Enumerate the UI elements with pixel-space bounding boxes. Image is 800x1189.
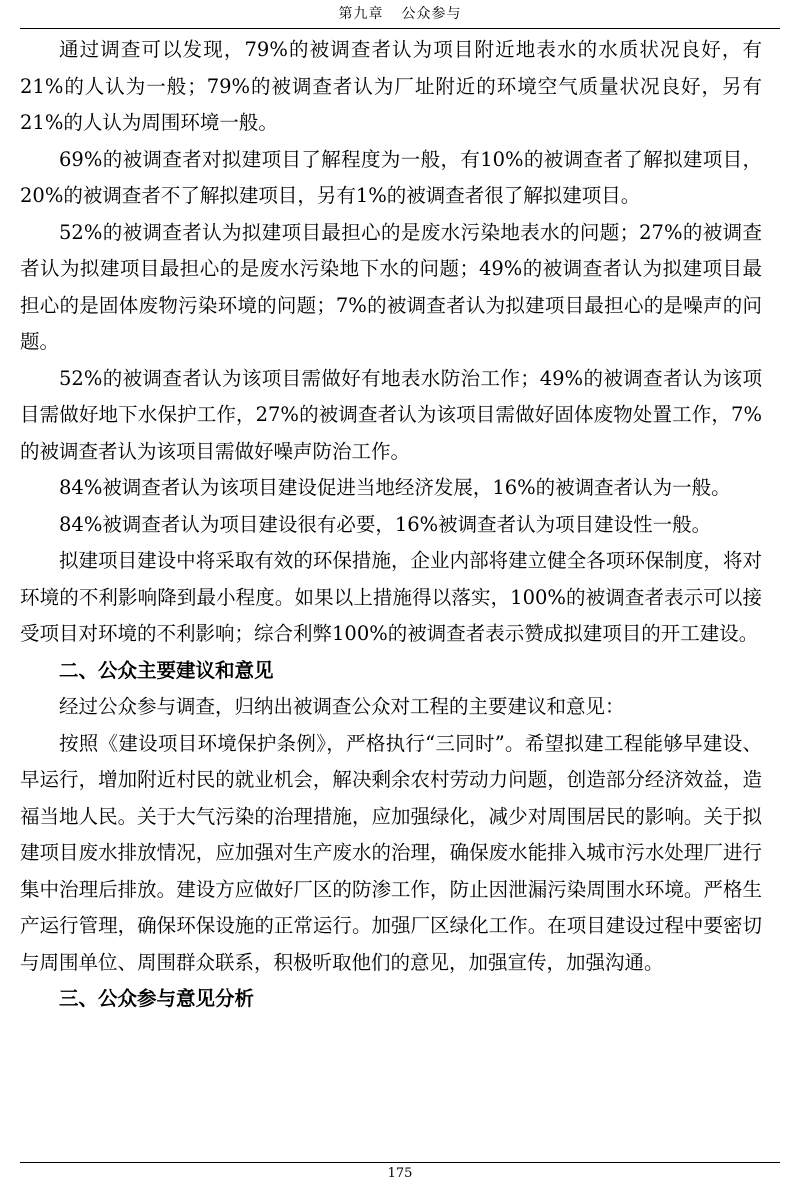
paragraph: 52%的被调查者认为该项目需做好有地表水防治工作；49%的被调查者认为该项目需做好地下水保护工作，27%的被调查者认为该项目需做好固体废物处置工作，7%的被调查者认为该项目需做好噪声防治工作。: [20, 366, 762, 463]
page-footer: [20, 1162, 780, 1184]
section-heading-2: 二、公众主要建议和意见: [59, 658, 274, 682]
paragraph: 84%被调查者认为该项目建设促进当地经济发展，16%的被调查者认为一般。: [59, 476, 731, 499]
page-header: [20, 0, 780, 29]
paragraph: 84%被调查者认为项目建设很有必要，16%被调查者认为项目建设性一般。: [59, 512, 712, 536]
section-heading-3: 三、公众参与意见分析: [59, 987, 255, 1010]
page-number: 175: [387, 1166, 413, 1181]
page-body: [20, 32, 762, 1018]
paragraph: 经过公众参与调查，归纳出被调查公众对工程的主要建议和意见：: [59, 695, 625, 718]
chapter-label: 第九章: [338, 6, 384, 22]
paragraph: 拟建项目建设中将采取有效的环保措施，企业内部将建立健全各项环保制度，将对环境的不利影响降到最小程度。如果以上措施得以落实，100%的被调查者表示可以接受项目对环境的不利影响；综合利弊100%的被调查者表示赞成拟建项目的开工建设。: [20, 549, 762, 645]
paragraph: 52%的被调查者认为拟建项目最担心的是废水污染地表水的问题；27%的被调查者认为拟建项目最担心的是废水污染地下水的问题；49%的被调查者认为拟建项目最担心的是固体废物污染环境的问题；7%的被调查者认为拟建项目最担心的是噪声的问题。: [20, 220, 762, 353]
paragraph: 69%的被调查者对拟建项目了解程度为一般，有10%的被调查者了解拟建项目，20%的被调查者不了解拟建项目，另有1%的被调查者很了解拟建项目。: [20, 147, 762, 207]
paragraph: 通过调查可以发现，79%的被调查者认为项目附近地表水的水质状况良好，有21%的人认为一般；79%的被调查者认为厂址附近的环境空气质量状况良好，另有21%的人认为周围环境一般。: [20, 38, 762, 134]
chapter-title: 公众参与: [401, 6, 462, 22]
paragraph: 按照《建设项目环境保护条例》，严格执行“三同时”。希望拟建工程能够早建设、早运行，增加附近村民的就业机会，解决剩余农村劳动力问题，创造部分经济效益，造福当地人民。关于大气污染的治理措施，应加强绿化，减少对周围居民的影响。关于拟建项目废水排放情况，应加强对生产废水的治理，确保废水能排入城市污水处理厂进行集中治理后排放。建设方应做好厂区的防渗工作，防止因泄漏污染周围水环境。严格生产运行管理，确保环保设施的正常运行。加强厂区绿化工作。在项目建设过程中要密切与周围单位、周围群众联系，积极听取他们的意见，加强宣传，加强沟通。: [20, 731, 762, 974]
